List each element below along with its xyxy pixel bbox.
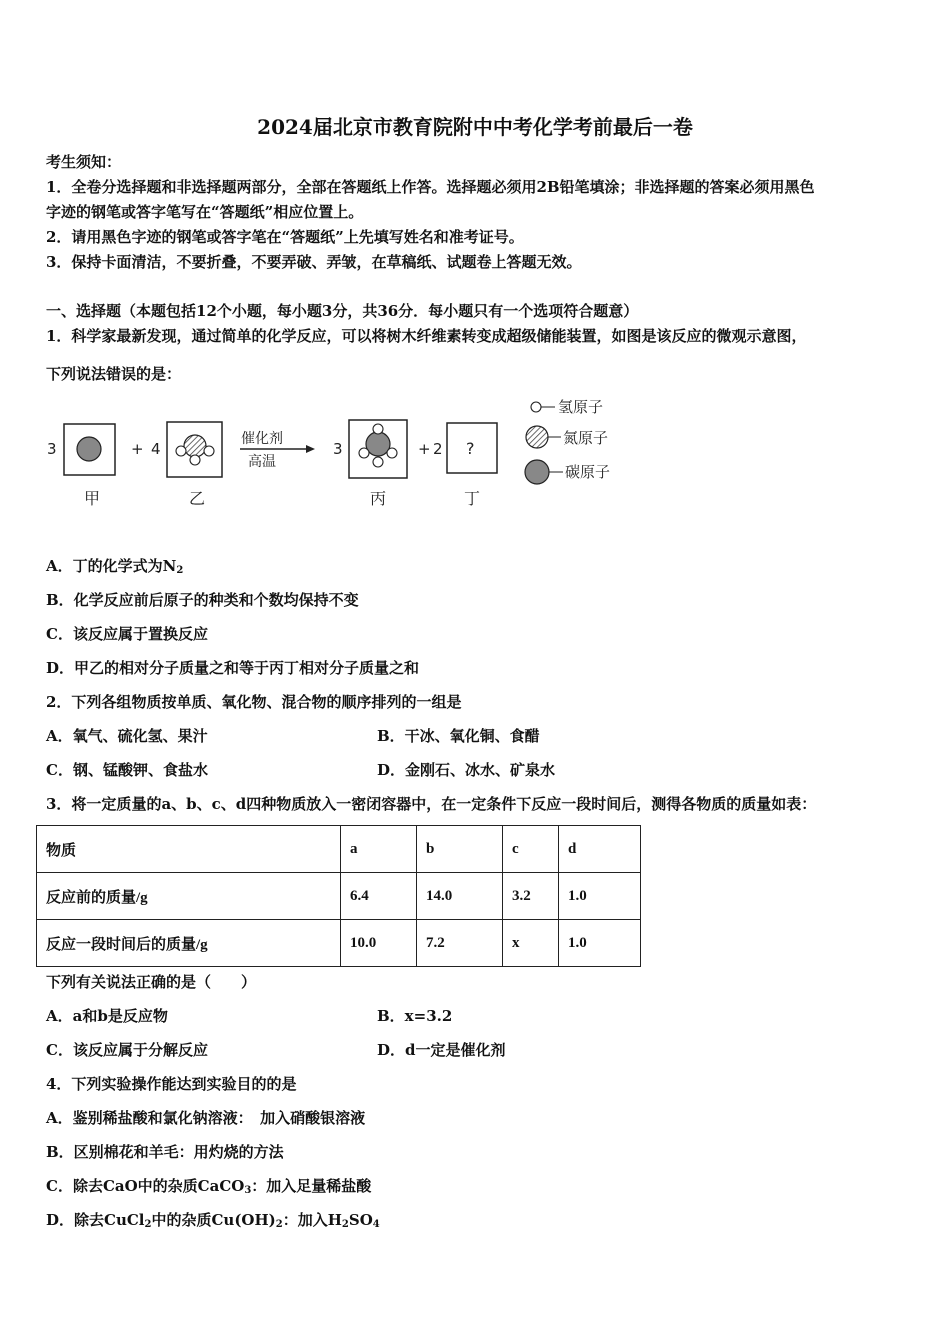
- option-c: C．钢、锰酸钾、食盐水: [46, 761, 208, 779]
- question-3-stem: 3．将一定质量的a、b、c、d四种物质放入一密闭容器中，在一定条件下反应一段时间后，测得各物质的质量如表：: [46, 795, 817, 813]
- notice-item: 字迹的钢笔或答字笔写在“答题纸”相应位置上。: [46, 203, 364, 221]
- mass-table: [36, 825, 641, 967]
- hydrogen-atom: [359, 448, 369, 458]
- option-d: D．除去CuCl$_2$中的杂质$Cu(OH)_2$：加入$H_2SO_4$: [46, 1211, 380, 1230]
- notice-heading: 考生须知：: [46, 153, 122, 171]
- table-cell: d: [559, 826, 641, 873]
- table-cell: x: [503, 920, 559, 967]
- option-c: C．该反应属于置换反应: [46, 625, 208, 643]
- section-heading: 一、选择题（本题包括12个小题，每小题3分，共36分．每小题只有一个选项符合题意）: [46, 302, 639, 320]
- notice-item: 1．全卷分选择题和非选择题两部分，全部在答题纸上作答。选择题必须用2B铅笔填涂；非选择题的答案必须用黑色: [46, 178, 815, 196]
- question-4-stem: 4．下列实验操作能达到实验目的的是: [46, 1075, 297, 1093]
- table-header-row: [37, 826, 641, 873]
- legend-hydrogen-icon: [531, 402, 541, 412]
- hydrogen-atom: [204, 446, 214, 456]
- table-cell: a: [341, 826, 417, 873]
- legend-carbon-icon: [525, 460, 549, 484]
- page-title: 2024届北京市教育院附中中考化学考前最后一卷: [257, 115, 693, 139]
- table-cell: 10.0: [341, 920, 417, 967]
- arrow-head: [306, 445, 315, 453]
- question-2-stem: 2．下列各组物质按单质、氧化物、混合物的顺序排列的一组是: [46, 693, 462, 711]
- coef-bing: 3: [333, 440, 343, 458]
- hydrogen-atom: [373, 424, 383, 434]
- reaction-diagram: [0, 390, 660, 520]
- table-cell: 反应一段时间后的质量/g: [37, 920, 341, 967]
- notice-item: 2．请用黑色字迹的钢笔或答字笔在“答题纸”上先填写姓名和准考证号。: [46, 228, 524, 246]
- table-cell: b: [417, 826, 503, 873]
- label-jia: 甲: [84, 489, 101, 508]
- table-cell: 反应前的质量/g: [37, 873, 341, 920]
- option-d: D．d一定是催化剂: [377, 1041, 506, 1059]
- question-1-stem-cont: 下列说法错误的是：: [46, 365, 182, 383]
- option-b: B．区别棉花和羊毛：用灼烧的方法: [46, 1143, 284, 1161]
- option-d: D．甲乙的相对分子质量之和等于丙丁相对分子质量之和: [46, 659, 420, 677]
- nitrogen-atom: [184, 435, 206, 457]
- option-c: C．该反应属于分解反应: [46, 1041, 208, 1059]
- carbon-atom: [77, 437, 101, 461]
- condition-high-temp: 高温: [248, 454, 276, 470]
- option-a: A．氧气、硫化氢、果汁: [46, 727, 208, 745]
- label-bing: 丙: [370, 489, 387, 508]
- table-cell: 物质: [37, 826, 341, 873]
- table-cell: 6.4: [341, 873, 417, 920]
- legend-hydrogen-label: 氢原子: [558, 398, 604, 416]
- notice-item: 3．保持卡面清洁，不要折叠，不要弄破、弄皱，在草稿纸、试题卷上答题无效。: [46, 253, 582, 271]
- coef-ding: 2: [433, 440, 443, 458]
- question-3-prompt: 下列有关说法正确的是（ ）: [46, 973, 257, 991]
- option-c: C．除去CaO中的杂质CaCO$_3$：加入足量稀盐酸: [46, 1177, 372, 1196]
- question-1-stem: 1．科学家最新发现，通过简单的化学反应，可以将树木纤维素转变成超级储能装置，如图是该反应的微观示意图，: [46, 327, 807, 345]
- option-a: A．丁的化学式为$N_2$: [46, 557, 184, 576]
- unknown-mark: ?: [466, 439, 475, 458]
- option-a: A．鉴别稀盐酸和氯化钠溶液： 加入硝酸银溶液: [46, 1109, 366, 1127]
- legend-carbon-label: 碳原子: [565, 463, 611, 481]
- coef-jia: 3: [47, 440, 57, 458]
- plus-sign: +: [131, 440, 144, 458]
- legend-nitrogen-icon: [526, 426, 548, 448]
- table-row: [37, 920, 641, 967]
- hydrogen-atom: [190, 455, 200, 465]
- carbon-atom: [366, 432, 390, 456]
- hydrogen-atom: [373, 457, 383, 467]
- table-cell: c: [503, 826, 559, 873]
- label-ding: 丁: [464, 489, 481, 508]
- condition-catalyst: 催化剂: [241, 431, 283, 447]
- legend-nitrogen-label: 氮原子: [563, 429, 609, 447]
- table-cell: 1.0: [559, 920, 641, 967]
- plus-sign: +: [418, 440, 431, 458]
- table-row: [37, 873, 641, 920]
- hydrogen-atom: [387, 448, 397, 458]
- option-b: B．x=3.2: [377, 1007, 453, 1025]
- label-yi: 乙: [189, 489, 206, 508]
- table-cell: 14.0: [417, 873, 503, 920]
- option-a: A．a和b是反应物: [46, 1007, 168, 1025]
- option-d: D．金刚石、冰水、矿泉水: [377, 761, 556, 779]
- table-cell: 7.2: [417, 920, 503, 967]
- table-cell: 1.0: [559, 873, 641, 920]
- hydrogen-atom: [176, 446, 186, 456]
- coef-yi: 4: [151, 440, 161, 458]
- table-cell: 3.2: [503, 873, 559, 920]
- option-b: B．干冰、氧化铜、食醋: [377, 727, 540, 745]
- option-b: B．化学反应前后原子的种类和个数均保持不变: [46, 591, 359, 609]
